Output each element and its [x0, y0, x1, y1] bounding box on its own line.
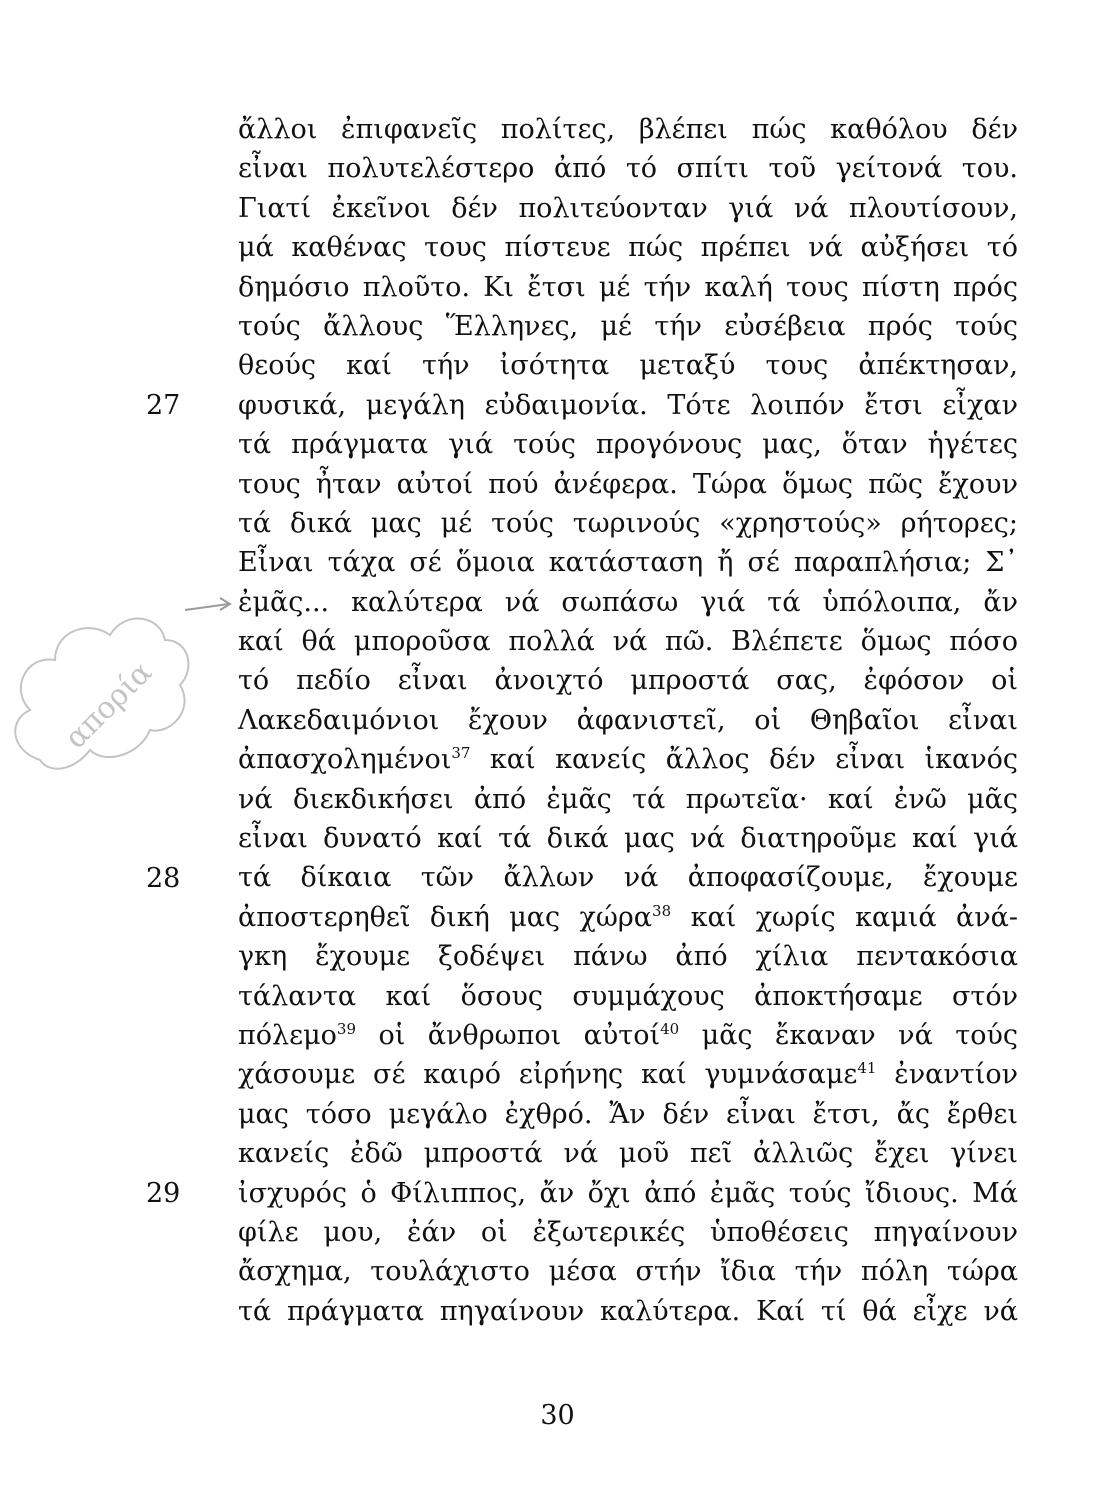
text-line: χάσουμε σέ καιρό εἰρήνης καί γυμνάσαμε$^{41}$ ἐναντίον [238, 1059, 1018, 1091]
text-line: ἄσχημα, τουλάχιστο μέσα στήν ἴδια τήν πόλη τώρα [238, 1256, 1018, 1288]
arrow-icon [185, 598, 230, 610]
text-line: τά πράγματα γιά τούς προγόνους μας, ὅταν ἡγέτες [238, 429, 1018, 461]
text-line: πόλεμο$^{39}$ οἱ ἄνθρωποι αὐτοί$^{40}$ μᾶς ἔκαναν νά τούς [238, 1019, 1018, 1051]
footnote-ref: 37 [451, 744, 471, 763]
handwritten-cloud-annotation [0, 560, 240, 800]
text-line: γκη ἔχουμε ξοδέψει πάνω ἀπό χίλια πεντακόσια [238, 941, 1018, 973]
footnote-ref: 38 [652, 901, 672, 920]
text-line: φίλε μου, ἐάν οἱ ἐξωτερικές ὑποθέσεις πηγαίνουν [238, 1216, 1018, 1248]
text-line: δημόσιο πλοῦτο. Κι ἔτσι μέ τήν καλή τους πίστη πρός [238, 271, 1018, 303]
page-number: 30 [540, 1400, 575, 1431]
text-line: τους ἦταν αὐτοί πού ἀνέφερα. Τώρα ὅμως πῶς ἔχουν [238, 468, 1018, 500]
text-line: καί θά μποροῦσα πολλά νά πῶ. Βλέπετε ὅμως πόσο [238, 626, 1018, 658]
section-number: 29 [146, 1177, 181, 1209]
section-number: 27 [146, 389, 181, 421]
text-line: τά δίκαια τῶν ἄλλων νά ἀποφασίζουμε, ἔχουμε [238, 862, 1018, 894]
annotation-text: απορία [58, 654, 160, 756]
text-line: κανείς ἐδῶ μπροστά νά μοῦ πεῖ ἀλλιῶς ἔχει γίνει [238, 1138, 1018, 1170]
text-line: Γιατί ἐκεῖνοι δέν πολιτεύονταν γιά νά πλουτίσουν, [238, 192, 1018, 224]
text-line: ἀπασχολημένοι$^{37}$ καί κανείς ἄλλος δέν εἶναι ἱκανός [238, 744, 1018, 776]
text-line: ἰσχυρός ὁ Φίλιππος, ἄν ὄχι ἀπό ἐμᾶς τούς ἴδιους. Μά [238, 1177, 1018, 1209]
text-line: τά δικά μας μέ τούς τωρινούς «χρηστούς» ρήτορες; [238, 507, 1018, 539]
text-line: τάλαντα καί ὅσους συμμάχους ἀποκτήσαμε στόν [238, 980, 1018, 1012]
text-line: τούς ἄλλους Ἕλληνες, μέ τήν εὐσέβεια πρός τούς [238, 310, 1018, 342]
text-line: μας τόσο μεγάλο ἐχθρό. Ἄν δέν εἶναι ἔτσι, ἄς ἔρθει [238, 1098, 1018, 1130]
text-line: τό πεδίο εἶναι ἀνοιχτό μπροστά σας, ἐφόσον οἱ [238, 665, 1018, 697]
text-line: ἐμᾶς... καλύτερα νά σωπάσω γιά τά ὑπόλοιπα, ἄν [238, 586, 1018, 618]
text-line: νά διεκδικήσει ἀπό ἐμᾶς τά πρωτεῖα· καί ἐνῶ μᾶς [238, 783, 1018, 815]
text-line: θεούς καί τήν ἰσότητα μεταξύ τους ἀπέκτησαν, [238, 350, 1018, 382]
text-line: Εἶναι τάχα σέ ὅμοια κατάσταση ἤ σέ παραπλήσια; Σ᾿ [238, 547, 1018, 579]
text-line: Λακεδαιμόνιοι ἔχουν ἀφανιστεῖ, οἱ Θηβαῖοι εἶναι [238, 704, 1018, 736]
footnote-ref: 41 [857, 1059, 877, 1078]
footnote-ref: 39 [336, 1019, 356, 1038]
section-number: 28 [146, 862, 181, 894]
text-line: ἀποστερηθεῖ δική μας χώρα$^{38}$ καί χωρίς καμιά ἀνά- [238, 901, 1018, 933]
text-line: εἶναι πολυτελέστερο ἀπό τό σπίτι τοῦ γείτονά του. [238, 153, 1018, 185]
text-line: τά πράγματα πηγαίνουν καλύτερα. Καί τί θά εἶχε νά [238, 1295, 1018, 1327]
text-line: εἶναι δυνατό καί τά δικά μας νά διατηροῦμε καί γιά [238, 823, 1018, 855]
text-line: μά καθένας τους πίστευε πώς πρέπει νά αὐξήσει τό [238, 232, 1018, 264]
body-text [238, 110, 1018, 1331]
footnote-ref: 40 [660, 1019, 680, 1038]
text-line: ἄλλοι ἐπιφανεῖς πολίτες, βλέπει πώς καθόλου δέν [238, 114, 1018, 145]
text-line: φυσικά, μεγάλη εὐδαιμονία. Τότε λοιπόν ἔτσι εἶχαν [238, 389, 1018, 421]
